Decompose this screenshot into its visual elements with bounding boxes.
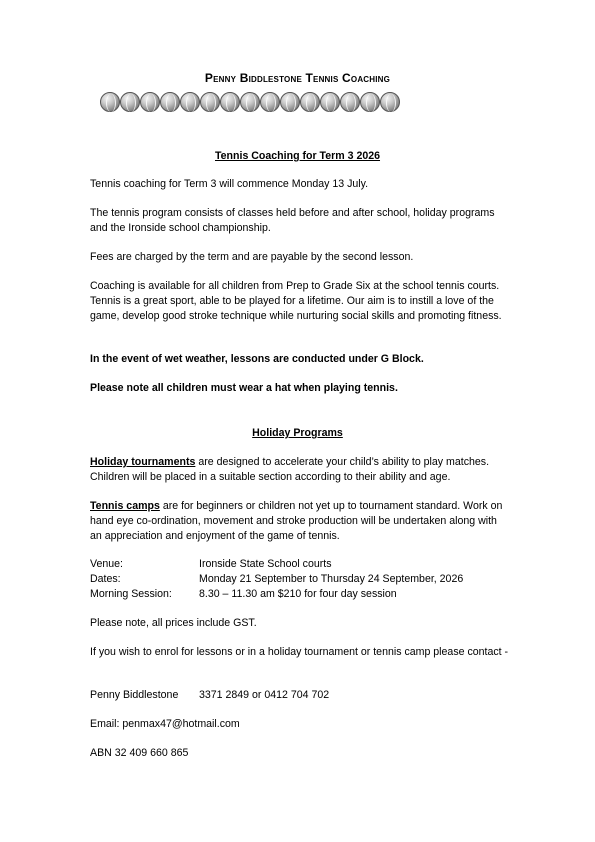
hat-note: Please note all children must wear a hat when playing tennis. — [90, 382, 398, 394]
tennis-ball-icon — [340, 92, 360, 112]
document-title: Penny Biddlestone Tennis Coaching — [204, 71, 391, 85]
holiday-heading: Holiday Programs — [252, 427, 343, 439]
venue-label: Venue: — [90, 558, 123, 570]
tennis-ball-icon — [380, 92, 400, 112]
dates-value: Monday 21 September to Thursday 24 September, 2026 — [199, 573, 464, 585]
term-paragraph-3: Fees are charged by the term and are payable by the second lesson. — [90, 251, 414, 263]
venue-value: Ironside State School courts — [199, 558, 332, 570]
tennis-ball-icon — [280, 92, 300, 112]
tennis-ball-icon — [240, 92, 260, 112]
abn-number: ABN 32 409 660 865 — [90, 747, 189, 759]
camps-label: Tennis camps — [90, 500, 160, 512]
session-label: Morning Session: — [90, 588, 172, 600]
wet-weather-note: In the event of wet weather, lessons are conducted under G Block. — [90, 353, 424, 365]
tennis-ball-banner — [100, 92, 400, 112]
tennis-ball-icon — [300, 92, 320, 112]
tennis-ball-icon — [260, 92, 280, 112]
contact-email[interactable]: Email: penmax47@hotmail.com — [90, 718, 240, 730]
tournaments-label: Holiday tournaments — [90, 456, 196, 468]
tennis-ball-icon — [140, 92, 160, 112]
tennis-ball-icon — [360, 92, 380, 112]
tennis-ball-icon — [200, 92, 220, 112]
camps-paragraph: Tennis camps are for beginners or children not yet up to tournament standard. Work on hand eye co-ordination, movement and stroke production will be undertaken along with an appreciation and enjoyment of the game of tennis. — [90, 500, 503, 542]
term-paragraph-4: Coaching is available for all children from Prep to Grade Six at the school tennis courts. Tennis is a great sport, able to be played for a lifetime. Our aim is to instill a love of the game, develop good stroke technique while nurturing social skills and promoting fitness. — [90, 280, 502, 322]
enrol-paragraph: If you wish to enrol for lessons or in a holiday tournament or tennis camp please contact - — [90, 646, 509, 658]
gst-note: Please note, all prices include GST. — [90, 617, 257, 629]
term-paragraph-2: The tennis program consists of classes held before and after school, holiday programs and the Ironside school championship. — [90, 207, 495, 234]
tennis-ball-icon — [100, 92, 120, 112]
tournaments-paragraph: Holiday tournaments are designed to accelerate your child’s ability to play matches. Children will be placed in a suitable section according to their ability and age. — [90, 456, 490, 483]
tennis-ball-icon — [120, 92, 140, 112]
session-value: 8.30 – 11.30 am $210 for four day session — [199, 588, 397, 600]
tennis-ball-icon — [180, 92, 200, 112]
dates-label: Dates: — [90, 573, 121, 585]
contact-name: Penny Biddlestone — [90, 689, 179, 701]
tennis-ball-icon — [160, 92, 180, 112]
tennis-ball-icon — [320, 92, 340, 112]
tennis-ball-icon — [220, 92, 240, 112]
term-paragraph-1: Tennis coaching for Term 3 will commence Monday 13 July. — [90, 178, 369, 190]
contact-phones: 3371 2849 or 0412 704 702 — [199, 689, 330, 701]
term-heading: Tennis Coaching for Term 3 2026 — [214, 150, 381, 162]
